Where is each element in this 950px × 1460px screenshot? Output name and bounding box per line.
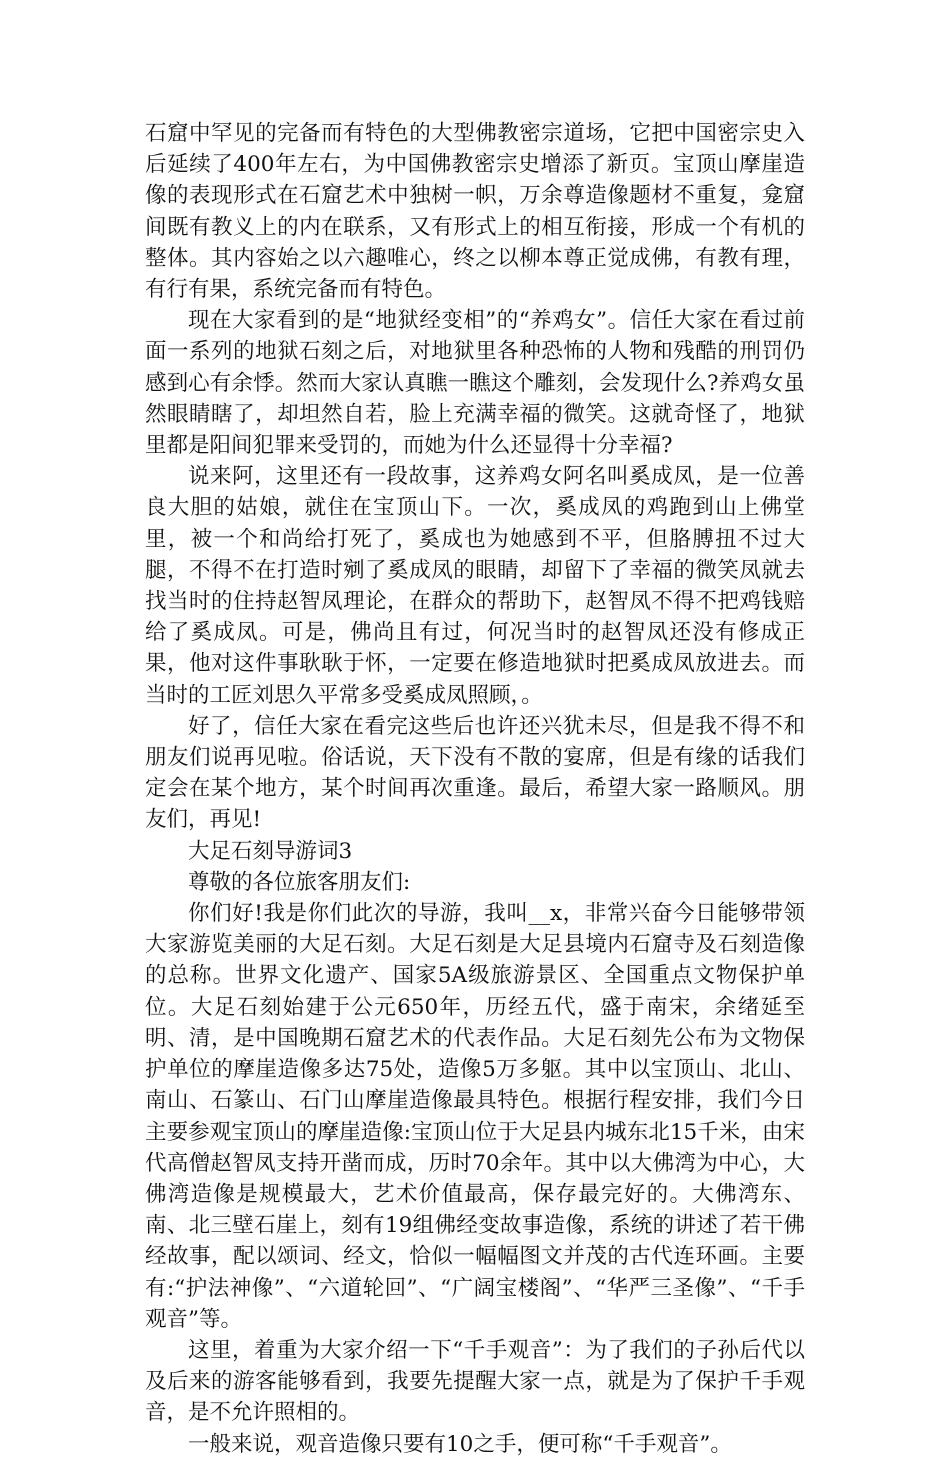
- paragraph-closing: 一般来说，观音造像只要有10之手，便可称“千手观音”。: [188, 1431, 732, 1457]
- paragraph-story: 说来阿，这里还有一段故事，这养鸡女阿名叫奚成凤，是一位善良大胆的姑娘，就住在宝顶山下。一次，奚成凤的鸡跑到山上佛堂里，被一个和尚给打死了，奚成也为她感到不平，但胳膊扭不过大腿，不得不在打造时剜了奚成凤的眼睛，却留下了幸福的微笑凤就去找当时的住持赵智凤理论，在群众的帮助下，赵智凤不得不把鸡钱赔给了奚成凤。可是，佛尚且有过，何况当时的赵智凤还没有修成正果，他对这件事耿耿于怀，一定要在修造地狱时把奚成凤放进去。而当时的工匠刘思久平常多受奚成凤照顾，。: [145, 464, 805, 708]
- paragraph-thousand-hands: 这里，着重为大家介绍一下“千手观音”：为了我们的子孙后代以及后来的游客能够看到，我要先提醒大家一点，就是为了保护千手观音，是不允许照相的。: [145, 1337, 805, 1426]
- paragraph-continued: 石窟中罕见的完备而有特色的大型佛教密宗道场，它把中国密宗史入后延续了400年左右，为中国佛教密宗史增添了新页。宝顶山摩崖造像的表现形式在石窟艺术中独树一帜，万余尊造像题材不重复，龛窟间既有教义上的内在联系，又有形式上的相互衔接，形成一个有机的整体。其内容始之以六趣唯心，终之以柳本尊正觉成佛，有教有理，有行有果，系统完备而有特色。: [145, 121, 805, 303]
- paragraph-farewell: 好了，信任大家在看完这些后也许还兴犹未尽，但是我不得不和朋友们说再见啦。俗话说，天下没有不散的宴席，但是有缘的话我们定会在某个地方，某个时间再次重逢。最后，希望大家一路顺风。朋友们，再见!: [145, 713, 805, 833]
- paragraph-introduction: 你们好!我是你们此次的导游，我叫__x，非常兴奋今日能够带领大家游览美丽的大足石刻。大足石刻是大足县境内石窟寺及石刻造像的总称。世界文化遗产、国家5A级旅游景区、全国重点文物保护单位。大足石刻始建于公元650年，历经五代，盛于南宋，余绪延至明、清，是中国晚期石窟艺术的代表作品。大足石刻先公布为文物保护单位的摩崖造像多达75处，造像5万多躯。其中以宝顶山、北山、南山、石篆山、石门山摩崖造像最具特色。根据行程安排，我们今日主要参观宝顶山的摩崖造像:宝顶山位于大足县内城东北15千米，由宋代高僧赵智凤支持开凿而成，历时70余年。其中以大佛湾为中心，大佛湾造像是规模最大，艺术价值最高，保存最完好的。大佛湾东、南、北三壁石崖上，刻有19组佛经变故事造像，系统的讲述了若干佛经故事，配以颂词、经文，恰似一幅幅图文并茂的古代连环画。主要有:“护法神像”、“六道轮回”、“广阔宝楼阁”、“华严三圣像”、“千手观音”等。: [145, 901, 805, 1332]
- paragraph-chicken-woman: 现在大家看到的是“地狱经变相”的“养鸡女”。信任大家在看过前面一系列的地狱石刻之后，对地狱里各种恐怖的人物和残酷的刑罚仍感到心有余悸。然而大家认真瞧一瞧这个雕刻，会发现什么?养鸡女虽然眼睛瞎了，却坦然自若，脸上充满幸福的微笑。这就奇怪了，地狱里都是阳间犯罪来受罚的，而她为什么还显得十分幸福?: [145, 308, 805, 459]
- section-heading: 大足石刻导游词3: [188, 838, 353, 864]
- greeting-line: 尊敬的各位旅客朋友们:: [188, 869, 411, 895]
- document-page: [145, 118, 805, 1460]
